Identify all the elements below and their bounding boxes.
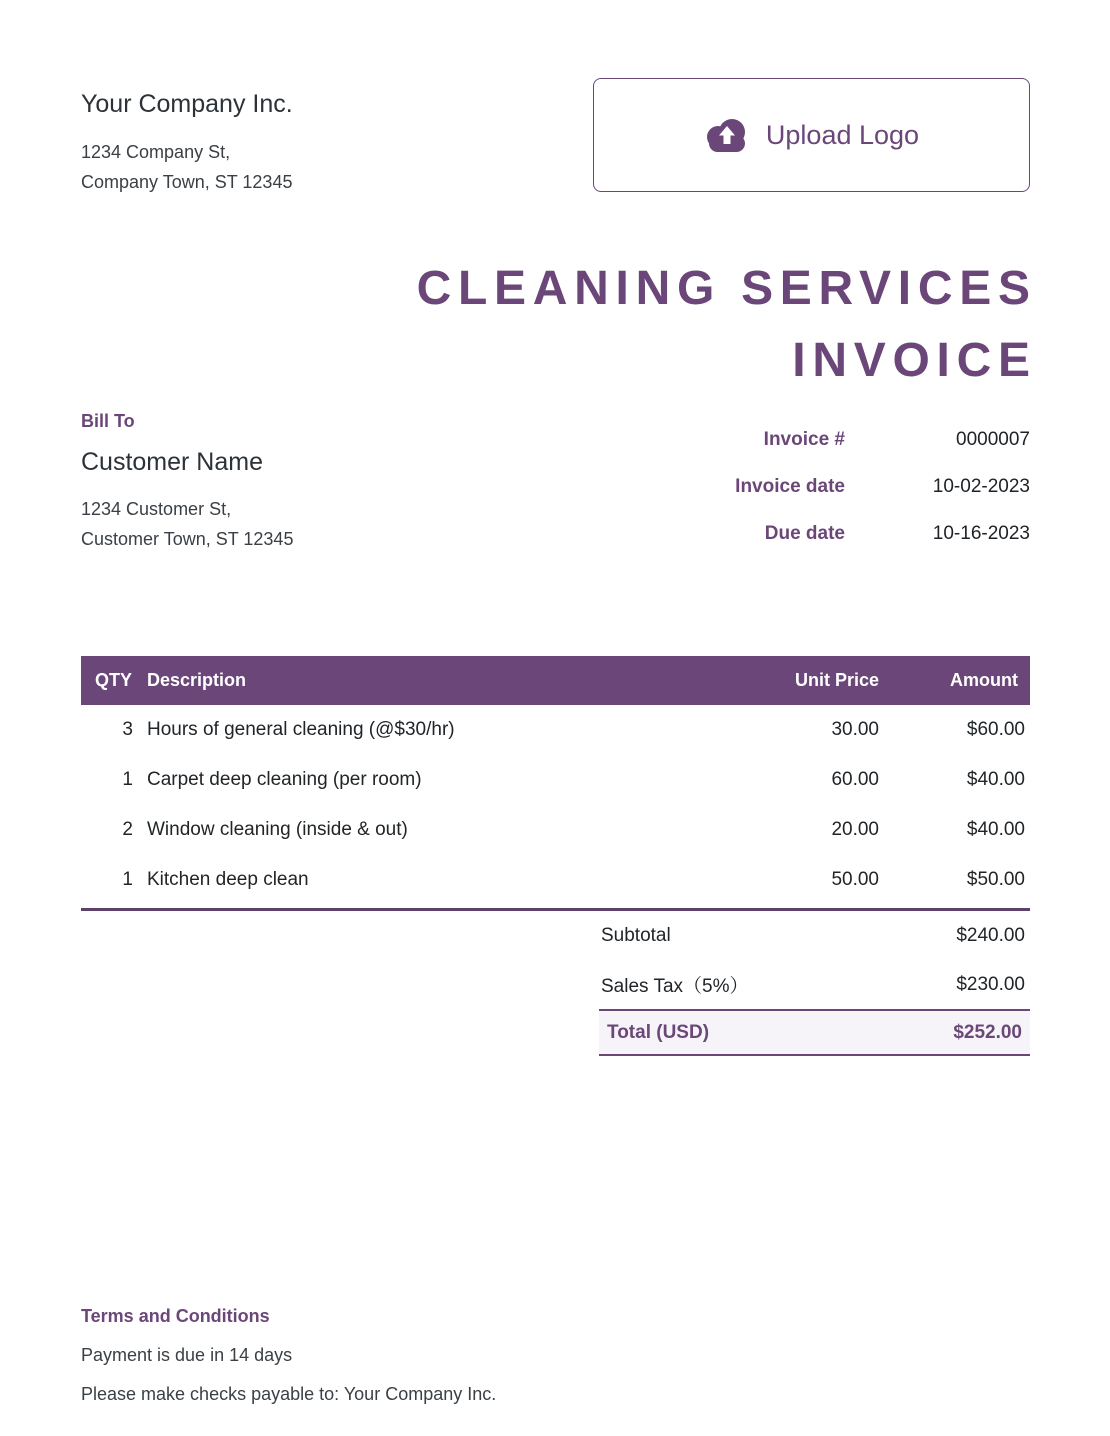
- terms-section: [81, 1306, 1030, 1405]
- row-description: Kitchen deep clean: [147, 869, 309, 890]
- subtotal-label: Subtotal: [601, 924, 671, 946]
- row-unit-price: 50.00: [831, 869, 879, 890]
- row-description: Window cleaning (inside & out): [147, 819, 408, 840]
- invoice-date-row: [635, 476, 1030, 498]
- company-block: [81, 78, 293, 197]
- company-address-line2: Company Town, ST 12345: [81, 172, 293, 192]
- row-amount: $40.00: [966, 819, 1025, 840]
- row-qty: 1: [122, 769, 133, 790]
- header-unit-price: Unit Price: [794, 670, 879, 690]
- row-unit-price: 30.00: [831, 719, 879, 740]
- company-name: Your Company Inc.: [81, 90, 293, 118]
- total-label: Total (USD): [607, 1021, 710, 1043]
- items-table: [81, 656, 1030, 911]
- customer-address-line1: 1234 Customer St,: [81, 499, 232, 519]
- row-qty: 2: [122, 819, 133, 840]
- bill-to-heading: Bill To: [81, 411, 135, 431]
- document-title: [81, 253, 1037, 397]
- header-amount: Amount: [950, 670, 1018, 690]
- invoice-date-label: Invoice date: [735, 476, 845, 497]
- header-description: Description: [147, 670, 247, 690]
- sales-tax-row: [599, 960, 1030, 1009]
- row-amount: $60.00: [966, 719, 1025, 740]
- row-unit-price: 60.00: [831, 769, 879, 790]
- header: [81, 78, 1030, 197]
- invoice-date-value: 10-02-2023: [932, 476, 1030, 497]
- row-amount: $40.00: [966, 769, 1025, 790]
- company-address: [81, 137, 293, 197]
- subtotal-value: $240.00: [956, 924, 1025, 946]
- sales-tax-label: Sales Tax（5%）: [601, 976, 749, 997]
- table-row: [81, 805, 1030, 855]
- row-description: Carpet deep cleaning (per room): [147, 769, 422, 790]
- row-qty: 3: [122, 719, 133, 740]
- total-value: $252.00: [953, 1021, 1022, 1043]
- header-qty: QTY: [95, 670, 133, 690]
- sales-tax-value: $230.00: [956, 973, 1025, 995]
- customer-name: Customer Name: [81, 448, 263, 476]
- subtotal-row: [599, 911, 1030, 960]
- total-row: [599, 1009, 1030, 1056]
- row-amount: $50.00: [966, 869, 1025, 890]
- terms-heading: Terms and Conditions: [81, 1306, 270, 1326]
- table-row: [81, 705, 1030, 755]
- info-section: [81, 411, 1030, 570]
- terms-line-2: Please make checks payable to: Your Company Inc.: [81, 1384, 497, 1404]
- table-row: [81, 755, 1030, 805]
- customer-address: [81, 494, 293, 554]
- terms-line-1: Payment is due in 14 days: [81, 1345, 293, 1365]
- cloud-upload-icon: [704, 118, 750, 152]
- due-date-value: 10-16-2023: [932, 523, 1030, 544]
- invoice-meta: [635, 429, 1030, 570]
- invoice-number-row: [635, 429, 1030, 451]
- row-unit-price: 20.00: [831, 819, 879, 840]
- company-address-line1: 1234 Company St,: [81, 142, 231, 162]
- invoice-number-label: Invoice #: [763, 429, 845, 450]
- row-qty: 1: [122, 869, 133, 890]
- due-date-row: [635, 523, 1030, 545]
- upload-logo-label: Upload Logo: [765, 119, 920, 150]
- document-title-line2: INVOICE: [792, 334, 1037, 387]
- summary-section: [599, 911, 1030, 1056]
- upload-logo-button[interactable]: [593, 78, 1030, 192]
- invoice-number-value: 0000007: [956, 429, 1030, 450]
- customer-address-line2: Customer Town, ST 12345: [81, 529, 294, 549]
- table-row: [81, 855, 1030, 905]
- document-title-line1: CLEANING SERVICES: [416, 262, 1037, 315]
- due-date-label: Due date: [764, 523, 845, 544]
- row-description: Hours of general cleaning (@$30/hr): [147, 719, 455, 740]
- bill-to-block: [81, 411, 293, 570]
- items-table-header: [81, 656, 1030, 705]
